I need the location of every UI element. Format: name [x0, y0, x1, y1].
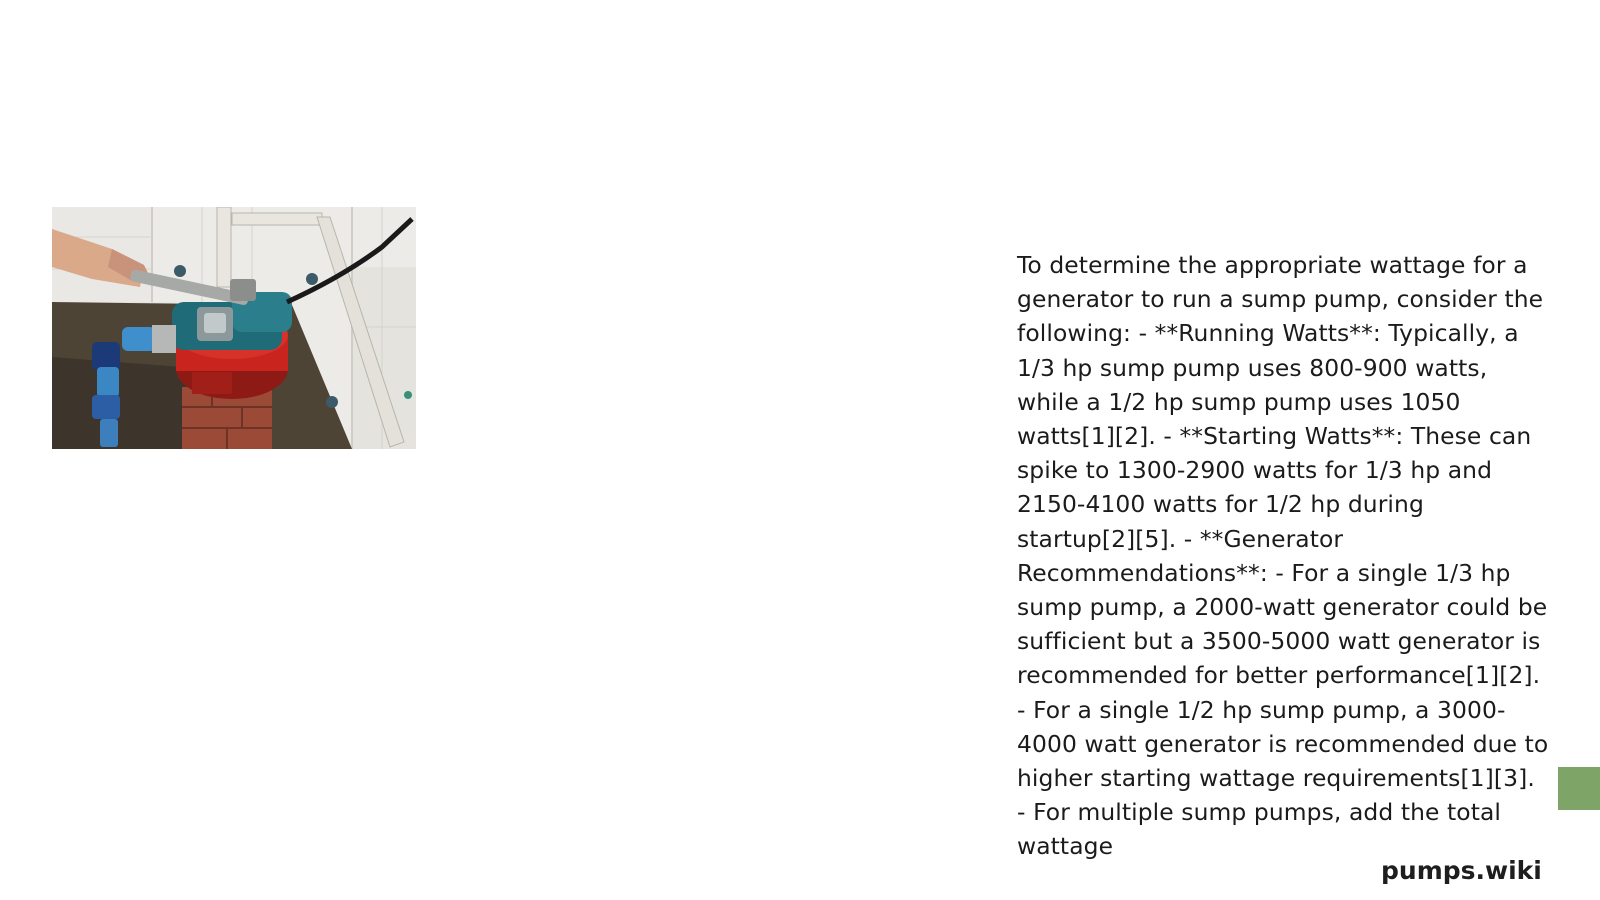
body-paragraph: To determine the appropriate wattage for a generator to run a sump pump, consider the following: - **Running Watts**: Typically, a 1/3 hp sump pump uses 800-900 watts, while a 1/2 hp sump pump uses 1050 watts[1][2]. - **Starting Watts**: These can spike to 1300-2900 watts for 1/3 hp and 2150-4100 watts for 1/2 hp during startup[2][5]. - **Generator Recommendations**: - For a single 1/3 hp sump pump, a 2000-watt generator could be sufficient but a 3500-5000 watt generator is recommended for better performance[1][2]. - For a single 1/2 hp sump pump, a 3000-4000 watt generator is recommended due to higher starting wattage requirements[1][3]. - For multiple sump pumps, add the total wattage	[1017, 251, 1549, 861]
pump-illustration	[52, 207, 416, 449]
accent-block	[1558, 767, 1600, 810]
sump-pump-photo	[52, 207, 416, 449]
brand-watermark: pumps.wiki	[1381, 856, 1542, 885]
